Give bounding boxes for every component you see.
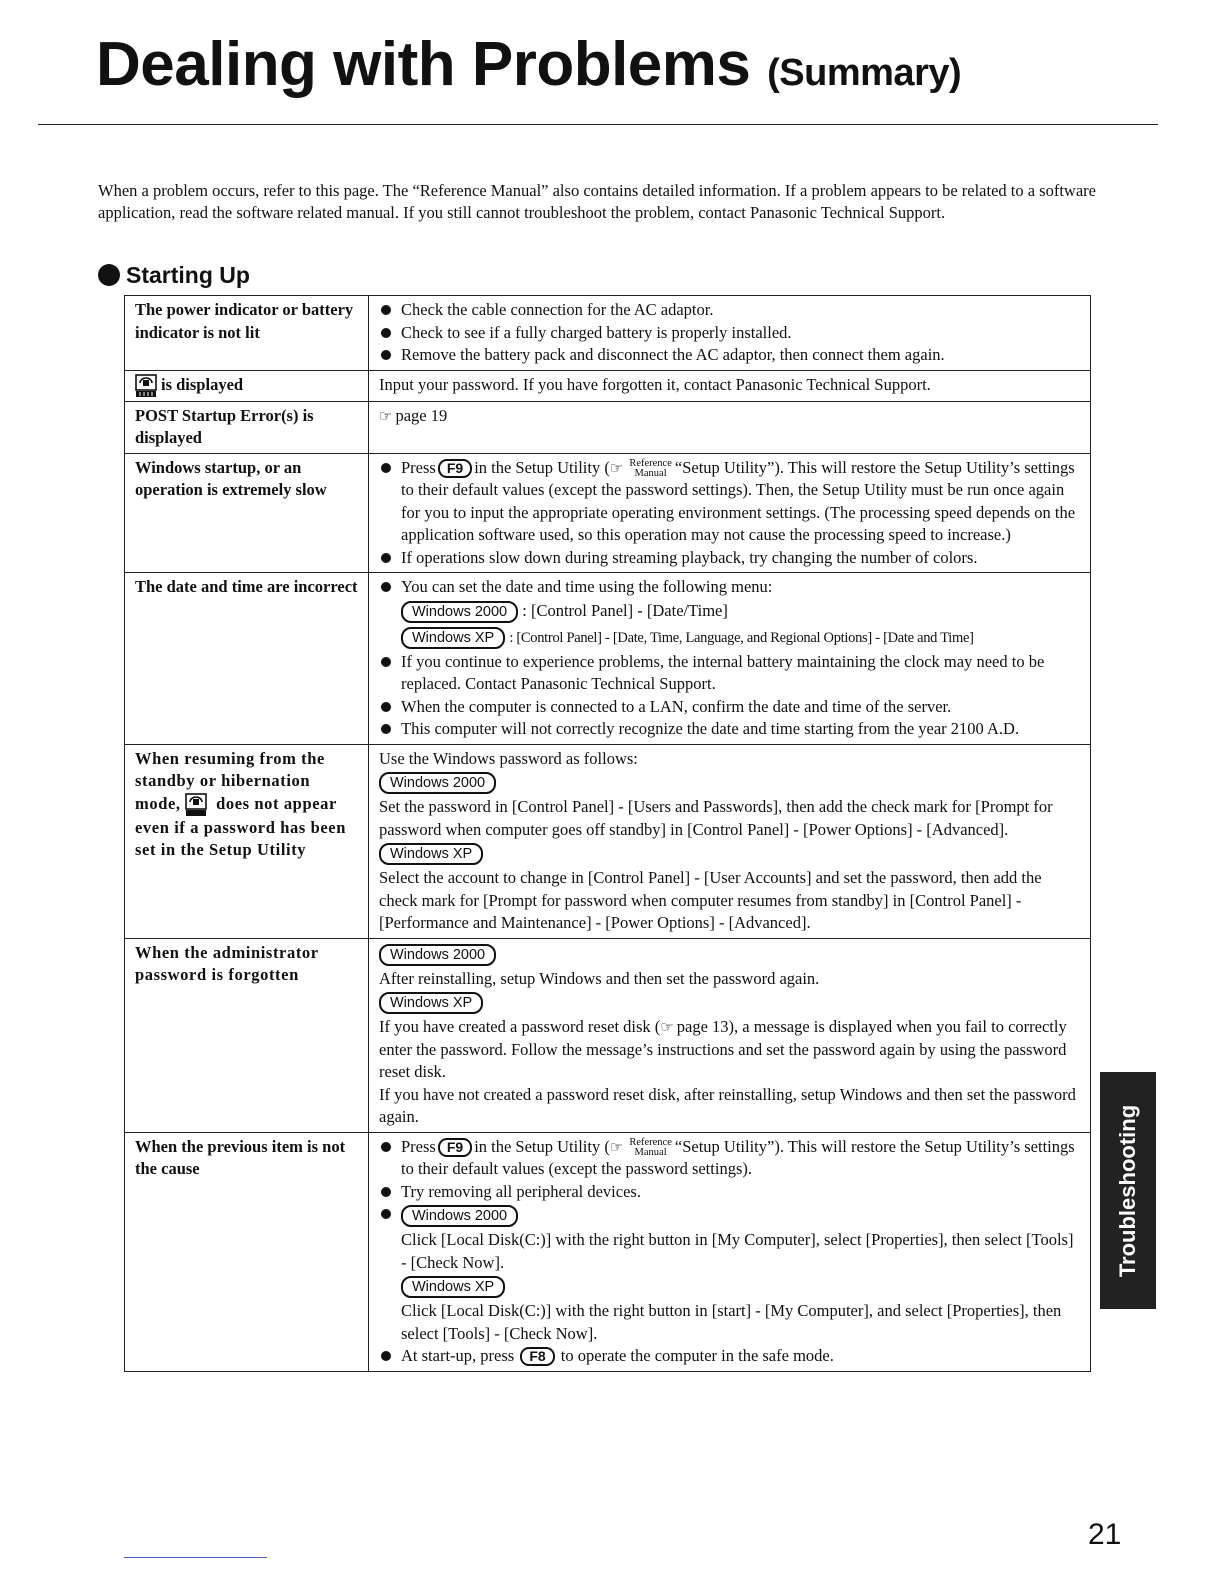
solution-cell [369,1132,1091,1371]
text-fragment: If you have created a password reset disk ( [379,1017,661,1037]
list-item: When the computer is connected to a LAN, confirm the date and time of the server. [379,696,1082,719]
text-fragment: Click [Local Disk(C:)] with the right button in [start] - [My Computer], and select [Properties], then select [Tools] - [Check Now]. [401,1301,1062,1343]
solution-cell [369,401,1091,453]
windows-2000-badge: Windows 2000 [401,601,518,623]
text-fragment: to operate the computer in the safe mode. [560,1346,834,1366]
problem-cell: Windows startup, or an operation is extremely slow [125,453,369,573]
f8-key-icon: F8 [520,1347,554,1366]
windows-xp-badge: Windows XP [379,992,483,1014]
text-fragment: Press [401,1136,436,1156]
solution-cell [369,453,1091,573]
text-fragment: in the Setup Utility ( [474,457,610,477]
list-item: Try removing all peripheral devices. [379,1181,1082,1204]
title-subtitle: (Summary) [767,52,962,94]
list-item: If operations slow down during streaming playback, try changing the number of colors. [379,547,1082,570]
intro-paragraph: When a problem occurs, refer to this page. The “Reference Manual” also contains detailed information. If a problem appears to be related to a software application, read the software related manual. If you still cannot troubleshoot the problem, contact Panasonic Technical Support. [98,181,1096,222]
password-lock-icon [135,374,157,398]
reference-manual-label [629,459,672,479]
text-fragment: in the Setup Utility ( [474,1136,610,1156]
text-fragment: “Setup Utility”). This will restore the Setup Utility’s settings to their default values (except the password settings). [401,1136,1075,1179]
text-fragment: does not appear even if a password has been set in the Setup Utility [135,793,347,860]
list-item [379,1136,1082,1181]
text-fragment: Use the Windows password as follows: [379,748,638,768]
ref-bottom: Manual [634,467,667,479]
table-row [125,401,1091,453]
text-fragment: Press [401,457,436,477]
page-reference: page 13 [676,1017,729,1037]
table-row [125,744,1091,938]
pointing-hand-icon: ☞ [379,406,393,425]
list-item [379,576,1082,651]
page-title [96,30,961,108]
table-row [125,453,1091,573]
section-title: Starting Up [126,262,250,288]
ref-top: Reference [629,457,672,469]
table-row [125,573,1091,745]
bullet-dot-icon [98,264,120,286]
table-row [125,296,1091,371]
table-row [125,370,1091,401]
reference-manual-label [629,1138,672,1158]
windows-xp-badge: Windows XP [401,627,505,649]
title-main: Dealing with Problems [96,30,751,99]
problem-cell: POST Startup Error(s) is displayed [125,401,369,453]
text-fragment: You can set the date and time using the following menu: [401,577,773,597]
list-item: Check the cable connection for the AC adaptor. [379,299,1082,322]
page-reference: page 19 [395,405,448,425]
text-fragment: ), a message is displayed when you fail to correctly enter the password. Follow the message’s instructions and set the password again by using the password reset disk. [379,1017,1067,1082]
f9-key-icon: F9 [438,459,472,478]
text-fragment: If you have not created a password reset disk, after reinstalling, setup Windows and then set the password again. [379,1084,1076,1127]
windows-xp-badge: Windows XP [379,843,483,865]
text-fragment: After reinstalling, setup Windows and then set the password again. [379,968,820,988]
problem-cell: The power indicator or battery indicator is not lit [125,296,369,371]
text-fragment: “Setup Utility”). This will restore the Setup Utility’s settings to their default values (except the password settings). Then, the Setup Utility must be run once again for you to input the appropriate operating environment settings. (The processing speed depends on the application software used, so this operation may not cause the processing speed to increase.) [401,457,1076,545]
section-heading [98,260,250,290]
list-item [379,457,1082,547]
text-fragment: When resuming from the standby or hibernation mode, [135,748,325,813]
solution-cell [369,938,1091,1132]
pointing-hand-icon: ☞ [609,458,624,477]
windows-2000-badge: Windows 2000 [379,772,496,794]
windows-2000-badge: Windows 2000 [379,944,496,966]
problem-cell: When the previous item is not the cause [125,1132,369,1371]
troubleshooting-side-tab [1100,1072,1156,1309]
list-item: If you continue to experience problems, the internal battery maintaining the clock may need to be replaced. Contact Panasonic Technical Support. [379,651,1082,696]
text-fragment: At start-up, press [401,1346,515,1366]
list-item: Remove the battery pack and disconnect the AC adaptor, then connect them again. [379,344,1082,367]
solution-cell [369,573,1091,745]
text-fragment [379,1016,1082,1084]
password-lock-icon [185,793,207,817]
list-item: This computer will not correctly recognize the date and time starting from the year 2100 A.D. [379,718,1082,741]
f9-key-icon: F9 [438,1138,472,1157]
pointing-hand-icon: ☞ [609,1137,624,1156]
solution-cell: Input your password. If you have forgotten it, contact Panasonic Technical Support. [369,370,1091,401]
ref-bottom: Manual [634,1146,667,1158]
side-tab-label: Troubleshooting [1115,1104,1141,1277]
text-fragment: : [Control Panel] - [Date/Time] [522,600,728,620]
troubleshooting-table [124,295,1091,1372]
problem-cell [125,744,369,938]
solution-cell [369,296,1091,371]
problem-cell: The date and time are incorrect [125,573,369,745]
solution-cell [369,744,1091,938]
list-item: Check to see if a fully charged battery is properly installed. [379,322,1082,345]
text-fragment: : [Control Panel] - [Date, Time, Language, and Regional Options] - [Date and Time] [509,629,974,646]
text-fragment: Click [Local Disk(C:)] with the right button in [My Computer], select [Properties], then select [Tools] - [Check Now]. [401,1230,1074,1272]
ref-top: Reference [629,1136,672,1148]
text-fragment: Set the password in [Control Panel] - [Users and Passwords], then add the check mark for [Prompt for password when computer goes off standby] in [Control Panel] - [Power Options] - [Advanced]. [379,797,1053,839]
problem-cell [125,370,369,401]
windows-xp-badge: Windows XP [401,1276,505,1298]
text-fragment: Select the account to change in [Control Panel] - [User Accounts] and set the password, then add the check mark for [Prompt for password when computer resumes from standby] in [Control Panel] - [Performance and Maintenance] - [Power Options] - [Advanced]. [379,868,1042,933]
table-row [125,938,1091,1132]
list-item [379,1203,1082,1345]
list-item [379,1345,1082,1368]
windows-2000-badge: Windows 2000 [401,1205,518,1227]
problem-cell: When the administrator password is forgotten [125,938,369,1132]
title-rule [38,124,1158,125]
page-number: 21 [1088,1518,1122,1551]
table-row [125,1132,1091,1371]
problem-text: is displayed [161,374,244,394]
pointing-hand-icon: ☞ [660,1018,674,1037]
footer-line [124,1557,267,1558]
